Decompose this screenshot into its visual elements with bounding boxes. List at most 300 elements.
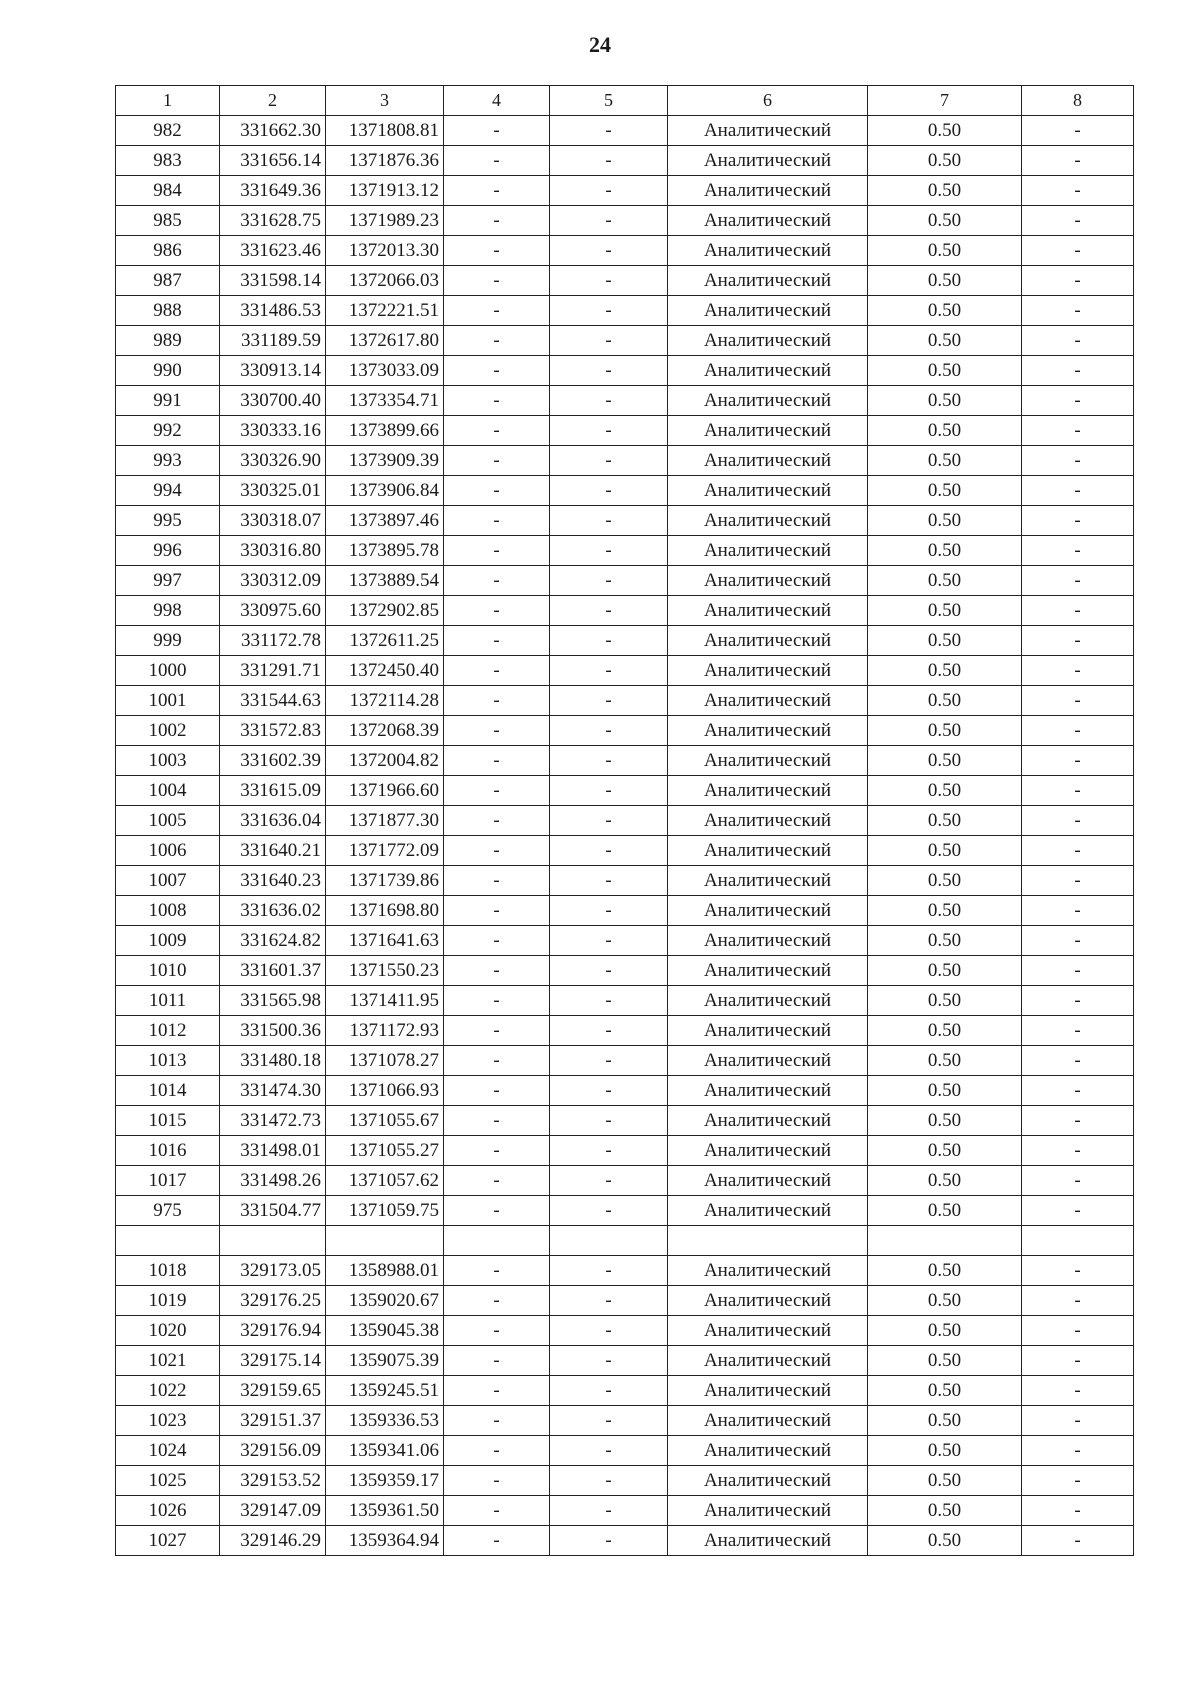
col-4-cell: - (444, 1166, 550, 1196)
method-cell: Аналитический (668, 1376, 868, 1406)
coord-y-cell: 1371876.36 (326, 146, 444, 176)
header-cell: 3 (326, 86, 444, 116)
accuracy-cell: 0.50 (868, 446, 1022, 476)
coord-x-cell: 331565.98 (220, 986, 326, 1016)
method-cell (668, 1226, 868, 1256)
coord-x-cell: 331189.59 (220, 326, 326, 356)
table-row (116, 1076, 1134, 1106)
coord-x-cell: 331472.73 (220, 1106, 326, 1136)
coord-y-cell: 1373906.84 (326, 476, 444, 506)
accuracy-cell: 0.50 (868, 1136, 1022, 1166)
table-row (116, 356, 1134, 386)
point-number-cell: 1016 (116, 1136, 220, 1166)
col-5-cell: - (550, 266, 668, 296)
method-cell: Аналитический (668, 266, 868, 296)
page-number: 24 (589, 32, 611, 57)
col-5-cell: - (550, 116, 668, 146)
table-row (116, 1466, 1134, 1496)
col-4-cell: - (444, 1466, 550, 1496)
coord-x-cell: 331480.18 (220, 1046, 326, 1076)
col-8-cell: - (1022, 566, 1134, 596)
table-row (116, 326, 1134, 356)
method-cell: Аналитический (668, 716, 868, 746)
table-row (116, 1166, 1134, 1196)
coord-y-cell: 1373897.46 (326, 506, 444, 536)
accuracy-cell: 0.50 (868, 986, 1022, 1016)
table-row (116, 656, 1134, 686)
col-5-cell: - (550, 896, 668, 926)
point-number-cell: 992 (116, 416, 220, 446)
col-8-cell: - (1022, 656, 1134, 686)
coord-y-cell: 1371066.93 (326, 1076, 444, 1106)
col-8-cell: - (1022, 1466, 1134, 1496)
accuracy-cell: 0.50 (868, 626, 1022, 656)
accuracy-cell: 0.50 (868, 1406, 1022, 1436)
col-5-cell: - (550, 956, 668, 986)
col-8-cell: - (1022, 1286, 1134, 1316)
table-row (116, 1496, 1134, 1526)
point-number-cell: 993 (116, 446, 220, 476)
col-8-cell: - (1022, 1256, 1134, 1286)
col-4-cell: - (444, 296, 550, 326)
coord-y-cell: 1371966.60 (326, 776, 444, 806)
coord-y-cell: 1371055.27 (326, 1136, 444, 1166)
coord-y-cell: 1373895.78 (326, 536, 444, 566)
col-4-cell: - (444, 1136, 550, 1166)
point-number-cell: 975 (116, 1196, 220, 1226)
method-cell: Аналитический (668, 1196, 868, 1226)
coord-x-cell: 331601.37 (220, 956, 326, 986)
accuracy-cell: 0.50 (868, 1196, 1022, 1226)
col-5-cell: - (550, 1376, 668, 1406)
point-number-cell: 987 (116, 266, 220, 296)
col-5-cell: - (550, 626, 668, 656)
col-5-cell: - (550, 1316, 668, 1346)
point-number-cell: 1026 (116, 1496, 220, 1526)
col-8-cell: - (1022, 1346, 1134, 1376)
col-5-cell: - (550, 1346, 668, 1376)
col-5-cell: - (550, 1256, 668, 1286)
method-cell: Аналитический (668, 1076, 868, 1106)
col-5-cell: - (550, 1046, 668, 1076)
coord-y-cell (326, 1226, 444, 1256)
col-8-cell: - (1022, 1196, 1134, 1226)
coord-y-cell: 1372902.85 (326, 596, 444, 626)
point-number-cell: 990 (116, 356, 220, 386)
method-cell: Аналитический (668, 416, 868, 446)
accuracy-cell: 0.50 (868, 356, 1022, 386)
method-cell: Аналитический (668, 926, 868, 956)
col-4-cell: - (444, 1406, 550, 1436)
col-5-cell: - (550, 566, 668, 596)
col-4-cell: - (444, 206, 550, 236)
point-number-cell (116, 1226, 220, 1256)
method-cell: Аналитический (668, 1346, 868, 1376)
col-4-cell: - (444, 1256, 550, 1286)
col-5-cell: - (550, 386, 668, 416)
accuracy-cell: 0.50 (868, 746, 1022, 776)
method-cell: Аналитический (668, 116, 868, 146)
coord-y-cell: 1359020.67 (326, 1286, 444, 1316)
point-number-cell: 997 (116, 566, 220, 596)
col-4-cell: - (444, 1316, 550, 1346)
coord-x-cell: 329176.94 (220, 1316, 326, 1346)
table-row (116, 626, 1134, 656)
point-number-cell: 1009 (116, 926, 220, 956)
col-8-cell: - (1022, 536, 1134, 566)
col-4-cell: - (444, 1346, 550, 1376)
col-8-cell: - (1022, 866, 1134, 896)
col-8-cell: - (1022, 386, 1134, 416)
col-8-cell: - (1022, 1376, 1134, 1406)
col-5-cell: - (550, 1076, 668, 1106)
col-8-cell: - (1022, 1406, 1134, 1436)
method-cell: Аналитический (668, 866, 868, 896)
col-5-cell: - (550, 836, 668, 866)
accuracy-cell: 0.50 (868, 326, 1022, 356)
col-8-cell: - (1022, 926, 1134, 956)
coord-x-cell: 329146.29 (220, 1526, 326, 1556)
header-cell: 1 (116, 86, 220, 116)
coord-x-cell: 331500.36 (220, 1016, 326, 1046)
accuracy-cell: 0.50 (868, 896, 1022, 926)
coord-y-cell: 1372450.40 (326, 656, 444, 686)
header-cell: 4 (444, 86, 550, 116)
coord-x-cell: 331486.53 (220, 296, 326, 326)
table-row (116, 1196, 1134, 1226)
accuracy-cell: 0.50 (868, 566, 1022, 596)
table-row (116, 296, 1134, 326)
col-4-cell: - (444, 476, 550, 506)
table-row (116, 236, 1134, 266)
col-8-cell: - (1022, 356, 1134, 386)
accuracy-cell: 0.50 (868, 176, 1022, 206)
header-cell: 5 (550, 86, 668, 116)
col-8-cell: - (1022, 836, 1134, 866)
coord-y-cell: 1359045.38 (326, 1316, 444, 1346)
col-5-cell: - (550, 1466, 668, 1496)
coord-x-cell: 331662.30 (220, 116, 326, 146)
point-number-cell: 1025 (116, 1466, 220, 1496)
method-cell: Аналитический (668, 956, 868, 986)
coord-x-cell: 330316.80 (220, 536, 326, 566)
col-5-cell: - (550, 1166, 668, 1196)
col-4-cell: - (444, 506, 550, 536)
point-number-cell: 1013 (116, 1046, 220, 1076)
coord-y-cell: 1371913.12 (326, 176, 444, 206)
coord-y-cell: 1372068.39 (326, 716, 444, 746)
method-cell: Аналитический (668, 1406, 868, 1436)
coord-x-cell: 331640.21 (220, 836, 326, 866)
col-4-cell: - (444, 626, 550, 656)
method-cell: Аналитический (668, 536, 868, 566)
coord-x-cell: 331474.30 (220, 1076, 326, 1106)
coord-x-cell: 331598.14 (220, 266, 326, 296)
method-cell: Аналитический (668, 446, 868, 476)
col-5-cell: - (550, 596, 668, 626)
coord-x-cell: 329176.25 (220, 1286, 326, 1316)
coord-x-cell: 331628.75 (220, 206, 326, 236)
point-number-cell: 1004 (116, 776, 220, 806)
col-8-cell: - (1022, 686, 1134, 716)
method-cell: Аналитический (668, 1436, 868, 1466)
point-number-cell: 994 (116, 476, 220, 506)
coord-x-cell: 331636.04 (220, 806, 326, 836)
coord-y-cell: 1373899.66 (326, 416, 444, 446)
method-cell: Аналитический (668, 1046, 868, 1076)
accuracy-cell: 0.50 (868, 806, 1022, 836)
col-5-cell: - (550, 236, 668, 266)
coord-x-cell: 330325.01 (220, 476, 326, 506)
coord-y-cell: 1359075.39 (326, 1346, 444, 1376)
col-5-cell: - (550, 356, 668, 386)
table-row (116, 926, 1134, 956)
method-cell: Аналитический (668, 1136, 868, 1166)
col-4-cell: - (444, 536, 550, 566)
col-4-cell: - (444, 806, 550, 836)
table-row (116, 1256, 1134, 1286)
table-row (116, 476, 1134, 506)
method-cell: Аналитический (668, 476, 868, 506)
accuracy-cell (868, 1226, 1022, 1256)
col-8-cell: - (1022, 1526, 1134, 1556)
col-4-cell: - (444, 1436, 550, 1466)
col-4-cell: - (444, 986, 550, 1016)
coord-x-cell: 331172.78 (220, 626, 326, 656)
table-row (116, 1316, 1134, 1346)
point-number-cell: 1010 (116, 956, 220, 986)
coord-x-cell: 330975.60 (220, 596, 326, 626)
coord-y-cell: 1373354.71 (326, 386, 444, 416)
table-row (116, 1226, 1134, 1256)
table-row (116, 776, 1134, 806)
col-5-cell: - (550, 206, 668, 236)
method-cell: Аналитический (668, 896, 868, 926)
col-4-cell: - (444, 146, 550, 176)
point-number-cell: 995 (116, 506, 220, 536)
point-number-cell: 1020 (116, 1316, 220, 1346)
col-8-cell: - (1022, 416, 1134, 446)
coord-x-cell: 330326.90 (220, 446, 326, 476)
table-row (116, 866, 1134, 896)
col-8-cell: - (1022, 716, 1134, 746)
accuracy-cell: 0.50 (868, 1286, 1022, 1316)
col-8-cell: - (1022, 956, 1134, 986)
col-4-cell: - (444, 236, 550, 266)
coord-y-cell: 1373889.54 (326, 566, 444, 596)
table-row (116, 1526, 1134, 1556)
table-row (116, 1286, 1134, 1316)
accuracy-cell: 0.50 (868, 1346, 1022, 1376)
table-row (116, 956, 1134, 986)
col-4-cell: - (444, 1076, 550, 1106)
table-row (116, 536, 1134, 566)
col-8-cell: - (1022, 1316, 1134, 1346)
col-5-cell: - (550, 776, 668, 806)
table-row (116, 386, 1134, 416)
col-5-cell: - (550, 986, 668, 1016)
coord-y-cell: 1372066.03 (326, 266, 444, 296)
col-5-cell: - (550, 686, 668, 716)
point-number-cell: 991 (116, 386, 220, 416)
table-row (116, 176, 1134, 206)
coord-y-cell: 1372617.80 (326, 326, 444, 356)
col-8-cell: - (1022, 596, 1134, 626)
method-cell: Аналитический (668, 356, 868, 386)
point-number-cell: 1015 (116, 1106, 220, 1136)
table-row (116, 1106, 1134, 1136)
accuracy-cell: 0.50 (868, 1076, 1022, 1106)
col-8-cell: - (1022, 806, 1134, 836)
table-row (116, 1016, 1134, 1046)
col-8-cell: - (1022, 776, 1134, 806)
coord-x-cell: 330913.14 (220, 356, 326, 386)
col-8-cell: - (1022, 1136, 1134, 1166)
method-cell: Аналитический (668, 566, 868, 596)
col-8-cell: - (1022, 476, 1134, 506)
accuracy-cell: 0.50 (868, 776, 1022, 806)
method-cell: Аналитический (668, 986, 868, 1016)
coord-y-cell: 1359364.94 (326, 1526, 444, 1556)
col-5-cell: - (550, 1106, 668, 1136)
point-number-cell: 984 (116, 176, 220, 206)
point-number-cell: 1023 (116, 1406, 220, 1436)
accuracy-cell: 0.50 (868, 866, 1022, 896)
col-5-cell: - (550, 176, 668, 206)
coord-y-cell: 1358988.01 (326, 1256, 444, 1286)
method-cell: Аналитический (668, 746, 868, 776)
method-cell: Аналитический (668, 836, 868, 866)
col-5-cell: - (550, 146, 668, 176)
col-4-cell: - (444, 1106, 550, 1136)
coord-y-cell: 1372013.30 (326, 236, 444, 266)
coord-y-cell: 1359359.17 (326, 1466, 444, 1496)
coord-x-cell: 330318.07 (220, 506, 326, 536)
table-row (116, 1436, 1134, 1466)
col-8-cell: - (1022, 296, 1134, 326)
coord-x-cell: 329175.14 (220, 1346, 326, 1376)
method-cell: Аналитический (668, 686, 868, 716)
coord-x-cell: 331623.46 (220, 236, 326, 266)
coord-y-cell: 1372611.25 (326, 626, 444, 656)
col-4-cell: - (444, 716, 550, 746)
coord-x-cell: 331640.23 (220, 866, 326, 896)
col-5-cell: - (550, 1286, 668, 1316)
point-number-cell: 1006 (116, 836, 220, 866)
accuracy-cell: 0.50 (868, 416, 1022, 446)
col-5-cell: - (550, 746, 668, 776)
point-number-cell: 1022 (116, 1376, 220, 1406)
col-5-cell: - (550, 926, 668, 956)
col-5-cell: - (550, 656, 668, 686)
col-5-cell: - (550, 296, 668, 326)
col-4-cell: - (444, 1526, 550, 1556)
col-4-cell: - (444, 446, 550, 476)
col-4-cell: - (444, 566, 550, 596)
table-row (116, 1376, 1134, 1406)
col-4-cell: - (444, 176, 550, 206)
col-8-cell: - (1022, 146, 1134, 176)
col-5-cell: - (550, 1196, 668, 1226)
col-4-cell: - (444, 116, 550, 146)
table-row (116, 206, 1134, 236)
point-number-cell: 1002 (116, 716, 220, 746)
table-row (116, 1046, 1134, 1076)
coord-y-cell: 1371172.93 (326, 1016, 444, 1046)
col-8-cell: - (1022, 116, 1134, 146)
coord-x-cell: 330312.09 (220, 566, 326, 596)
coord-x-cell: 330700.40 (220, 386, 326, 416)
method-cell: Аналитический (668, 326, 868, 356)
col-8-cell: - (1022, 266, 1134, 296)
col-5-cell: - (550, 1436, 668, 1466)
col-4-cell (444, 1226, 550, 1256)
coord-y-cell: 1373033.09 (326, 356, 444, 386)
col-8-cell: - (1022, 1496, 1134, 1526)
point-number-cell: 989 (116, 326, 220, 356)
col-5-cell: - (550, 416, 668, 446)
point-number-cell: 998 (116, 596, 220, 626)
coord-y-cell: 1373909.39 (326, 446, 444, 476)
coord-y-cell: 1372114.28 (326, 686, 444, 716)
col-8-cell: - (1022, 326, 1134, 356)
coord-x-cell: 330333.16 (220, 416, 326, 446)
col-4-cell: - (444, 776, 550, 806)
header-row (116, 86, 1134, 116)
col-4-cell: - (444, 596, 550, 626)
col-5-cell: - (550, 1016, 668, 1046)
coord-x-cell: 331498.26 (220, 1166, 326, 1196)
coord-x-cell: 331504.77 (220, 1196, 326, 1226)
coord-x-cell: 331602.39 (220, 746, 326, 776)
coord-x-cell: 329173.05 (220, 1256, 326, 1286)
coord-y-cell: 1359336.53 (326, 1406, 444, 1436)
point-number-cell: 1017 (116, 1166, 220, 1196)
point-number-cell: 1014 (116, 1076, 220, 1106)
method-cell: Аналитический (668, 206, 868, 236)
method-cell: Аналитический (668, 656, 868, 686)
col-5-cell: - (550, 536, 668, 566)
coordinates-table (115, 85, 1134, 1556)
method-cell: Аналитический (668, 1286, 868, 1316)
coord-x-cell: 331291.71 (220, 656, 326, 686)
col-4-cell: - (444, 866, 550, 896)
point-number-cell: 985 (116, 206, 220, 236)
col-4-cell: - (444, 416, 550, 446)
accuracy-cell: 0.50 (868, 296, 1022, 326)
col-4-cell: - (444, 1376, 550, 1406)
col-4-cell: - (444, 1016, 550, 1046)
accuracy-cell: 0.50 (868, 656, 1022, 686)
coord-y-cell: 1359245.51 (326, 1376, 444, 1406)
accuracy-cell: 0.50 (868, 836, 1022, 866)
method-cell: Аналитический (668, 506, 868, 536)
method-cell: Аналитический (668, 1256, 868, 1286)
point-number-cell: 1019 (116, 1286, 220, 1316)
col-8-cell: - (1022, 176, 1134, 206)
table-row (116, 806, 1134, 836)
coord-x-cell: 331656.14 (220, 146, 326, 176)
coord-x-cell: 331572.83 (220, 716, 326, 746)
method-cell: Аналитический (668, 806, 868, 836)
accuracy-cell: 0.50 (868, 956, 1022, 986)
col-5-cell: - (550, 1526, 668, 1556)
point-number-cell: 999 (116, 626, 220, 656)
col-4-cell: - (444, 656, 550, 686)
coord-x-cell: 331615.09 (220, 776, 326, 806)
col-5-cell: - (550, 716, 668, 746)
col-5-cell: - (550, 1406, 668, 1436)
